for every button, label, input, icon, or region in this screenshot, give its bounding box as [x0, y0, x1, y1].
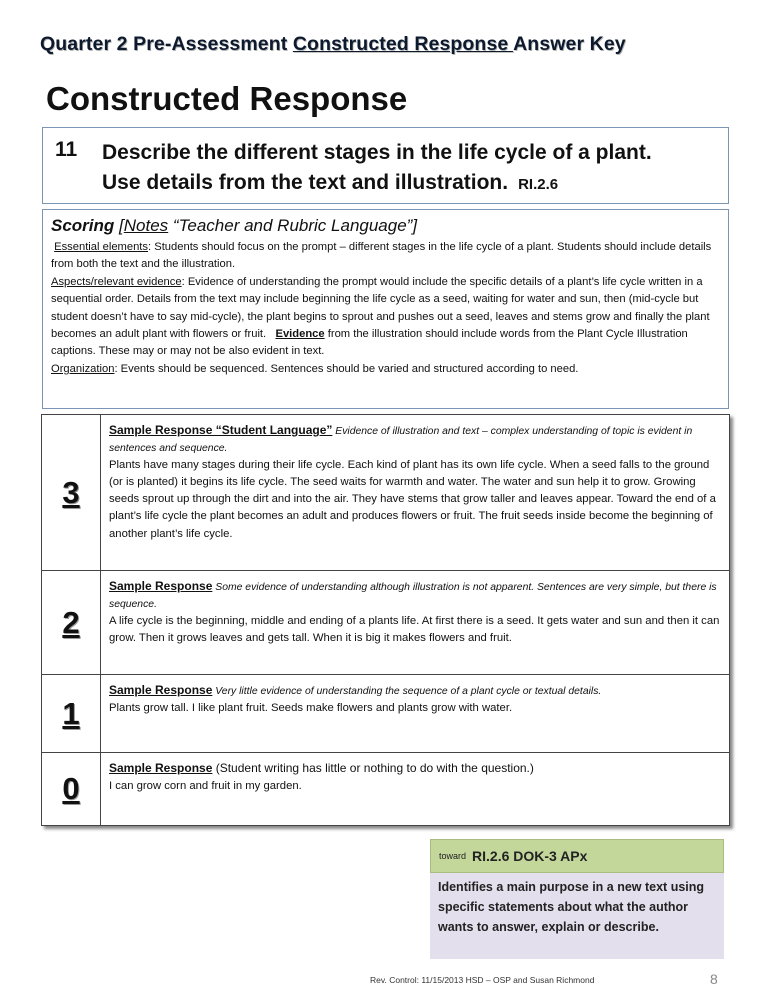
essential-elements [51, 239, 720, 274]
response-2 [109, 578, 721, 647]
essential-label: Essential elements [54, 241, 149, 253]
essential-text: : Students should focus on the prompt – different stages in the life cycle of a plant. Students should include details from both the text and the illustration. [51, 241, 712, 271]
notes-label: Notes [123, 216, 169, 235]
page-number: 8 [710, 971, 718, 987]
response-note: Some evidence of understanding although illustration is not apparent. Sentences are very simple, but there is sequence. [109, 582, 717, 611]
notes-open: [ [119, 216, 124, 235]
response-text: I can grow corn and fruit in my garden. [109, 780, 302, 793]
scoring-body [51, 239, 720, 378]
aspects-evidence [51, 274, 720, 361]
question-box [42, 127, 729, 204]
score-0: 0 [42, 753, 101, 825]
score-1: 1 [42, 675, 101, 752]
response-text: A life cycle is the beginning, middle and ending of a plants life. At first there is a seed. It gets water and sun and then it can grow. Then it grows leaves and gets tall. When it is big it makes flowers and fruit. [109, 615, 720, 645]
response-3 [109, 422, 721, 543]
rubric-row-2 [42, 571, 729, 675]
question-line-2-text: Use details from the text and illustration. [102, 171, 509, 194]
standard-box [430, 839, 724, 959]
standard-toward: toward [439, 851, 467, 861]
header-post: Answer Key [513, 33, 626, 55]
organization [51, 361, 720, 378]
question-number: 11 [55, 138, 78, 161]
header-underlined: Constructed Response [292, 33, 514, 55]
evidence-text: from the illustration should include words from the Plant Cycle Illustration captions. These may or may not be also evident in text. [51, 328, 688, 358]
response-note: Evidence of illustration and text – complex understanding of topic is evident in sentences and sequence. [109, 426, 693, 455]
revision-footer: Rev. Control: 11/15/2013 HSD – OSP and Susan Richmond [370, 975, 595, 985]
notes-rest: “Teacher and Rubric Language”] [168, 216, 418, 235]
score-3: 3 [42, 415, 101, 570]
response-label: Sample Response [109, 683, 213, 697]
scoring-title: Scoring [51, 216, 115, 235]
question-line-2 [102, 168, 722, 200]
response-text: Plants have many stages during their life cycle. Each kind of plant has its own life cycle. When a seed falls to the ground (or is planted) it begins its life cycle. The seed waits for warmth and water. The water and sun help it to grow. Growing seeds sprout up through the dirt and into the air. They have stems that grow taller and leaves appear. Toward the end of a plant’s life cycle the plant becomes an adult and produces flowers or fruit. The fruit seeds inside become the beginning of another plant’s life cycle. [109, 459, 716, 540]
response-text: Plants grow tall. I like plant fruit. Seeds make flowers and plants grow with water. [109, 702, 513, 715]
response-label: Sample Response [109, 761, 213, 775]
header-pre: Quarter 2 Pre-Assessment [40, 33, 293, 55]
evidence-label: Evidence [275, 328, 325, 341]
rubric-table [41, 414, 730, 826]
aspects-label: Aspects/relevant evidence [51, 275, 182, 288]
standard-code: RI.2.6 DOK-3 APx [472, 848, 588, 864]
standard-description: Identifies a main purpose in a new text using specific statements about what the author wants to answer, explain or describe. [430, 873, 724, 959]
response-label: Sample Response “Student Language” [109, 423, 333, 437]
rubric-row-3 [42, 415, 729, 571]
response-note: (Student writing has little or nothing to do with the question.) [212, 761, 534, 775]
rubric-row-1 [42, 675, 729, 753]
standard-header [430, 839, 724, 873]
response-label: Sample Response [109, 579, 213, 593]
document-header [40, 33, 626, 56]
organization-text: : Events should be sequenced. Sentences should be varied and structured according to need. [114, 362, 579, 375]
response-note: Very little evidence of understanding the sequence of a plant cycle or textual details. [212, 686, 602, 697]
organization-label: Organization [51, 362, 115, 375]
score-2: 2 [42, 571, 101, 674]
response-1 [109, 682, 721, 717]
question-line-1: Describe the different stages in the life cycle of a plant. [102, 141, 652, 164]
response-0 [109, 760, 721, 795]
question-text [102, 138, 722, 200]
scoring-heading [51, 216, 720, 236]
aspects-text: : Evidence of understanding the prompt would include the specific details of a plant’s life cycle written in a sequential order. Details from the text may include beginning the life cycle as a seed, waiting for water and sun, then (mid-cycle but student doesn’t have to say mid-cycle), the plant begins to sprout and pushes out a seed, leaves and stems grow and finally the plant becomes an adult plant with flowers or fruit. [51, 275, 710, 341]
question-standard: RI.2.6 [518, 176, 559, 193]
page-title: Constructed Response [46, 80, 408, 117]
scoring-box [42, 209, 729, 409]
rubric-row-0 [42, 753, 729, 825]
